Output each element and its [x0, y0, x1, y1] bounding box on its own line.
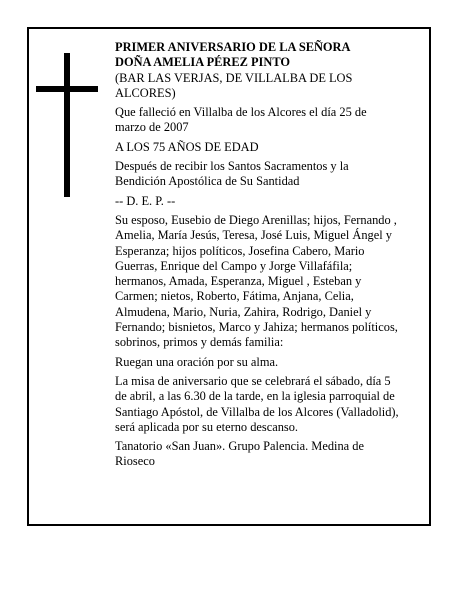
business-subtitle: (BAR LAS VERJAS, DE VILLALBA DE LOS ALCORES) [115, 70, 353, 100]
rip-line: -- D. E. P. -- [115, 193, 176, 208]
death-info: Que falleció en Villalba de los Alcores el día 25 de marzo de 2007 [115, 105, 367, 135]
cross-horizontal-bar [36, 86, 98, 92]
obituary-heading [115, 40, 400, 71]
age-line: A LOS 75 AÑOS DE EDAD [115, 139, 259, 154]
prayer-request: Ruegan una oración por su alma. [115, 354, 279, 369]
mass-announcement: La misa de aniversario que se celebrará el sábado, día 5 de abril, a las 6.30 de la tarde, en la iglesia parroquial de Santiago Apóstol, de Villalba de los Alcores (Valladolid), será aplicada por su eterno descanso. [115, 373, 399, 434]
funeral-home: Tanatorio «San Juan». Grupo Palencia. Medina de Rioseco [115, 439, 364, 469]
cross-icon [36, 53, 98, 197]
title-line-1: PRIMER ANIVERSARIO DE LA SEÑORA [115, 40, 351, 54]
sacraments-text: Después de recibir los Santos Sacramentos y la Bendición Apostólica de Su Santidad [115, 159, 349, 189]
title-line-2: DOÑA AMELIA PÉREZ PINTO [115, 55, 290, 70]
cross-vertical-bar [64, 53, 70, 197]
family-list: Su esposo, Eusebio de Diego Arenillas; hijos, Fernando , Amelia, María Jesús, Teresa, José Luis, Miguel Ángel y Esperanza; hijos políticos, Josefina Cabero, Mario Guerras, Enrique del Campo y Jorge Villafáfila; hermanos, Amada, Esperanza, Miguel , Esteban y Carmen; nietos, Roberto, Fátima, Anjana, Celia, Almudena, Mario, Nuria, Zahira, Rodrigo, Daniel y Fernando; bisnietos, Marco y Jahiza; hermanos políticos, sobrinos, primos y demás familia: [115, 212, 398, 350]
obituary-text [115, 40, 400, 474]
